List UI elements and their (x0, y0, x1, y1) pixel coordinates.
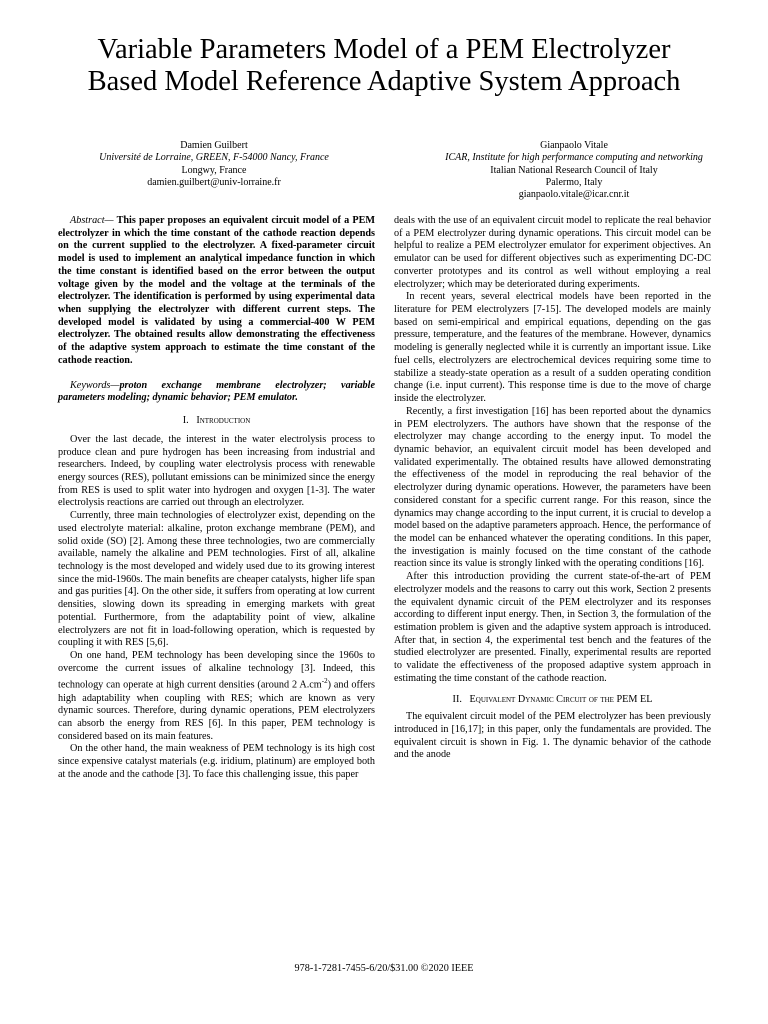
abstract (58, 215, 375, 368)
author-affiliation: ICAR, Institute for high performance computing and networking (445, 152, 703, 164)
left-column (58, 215, 375, 782)
author-organization: Italian National Research Council of Italy (490, 164, 658, 176)
abstract-lead: Abstract— (70, 215, 114, 226)
section-heading-introduction: I. Introduction (182, 415, 251, 427)
paragraph: On the other hand, the main weakness of PEM technology is its high cost since expensive catalyst materials (e.g. iridium, platinum) are employed both at the anode and the cathode [3]. To face this challenging issue, this paper (58, 743, 375, 780)
author-email: damien.guilbert@univ-lorraine.fr (147, 176, 281, 188)
paper-title (20, 34, 748, 98)
paragraph: Over the last decade, the interest in the water electrolysis process to produce clean and pure hydrogen has been increasing from industrial and researchers. Indeed, by coupling water electrolysis process with renewable energy sources (RES), pollutant emissions can be minimized since the energy from RES is used to split water into hydrogen and oxygen [1-3]. The water electrolysis reactions are carried out through an electrolyzer. (58, 433, 375, 509)
paragraph: The equivalent circuit model of the PEM electrolyzer has been previously introduced in [16,17]; in this paper, only the fundamentals are provided. The equivalent circuit is shown in Fig. 1. The dynamic behavior of the cathode and the anode (394, 711, 711, 761)
paragraph: On one hand, PEM technology has been developing since the 1960s to overcome the current issues of alkaline technology [3]. Indeed, this technology can operate at high current densities (around 2 $A.cm^{-2}$) and offers high adaptability when coupling with RES; which are known as very dynamic sources. Therefore, during dynamic operations, PEM electrolyzers can absorb the energy from RES [6]. In this paper, PEM technology is considered based on its main features. (58, 650, 375, 742)
paragraph: deals with the use of an equivalent circuit model to replicate the real behavior of a PEM electrolyzer during dynamic operations. This circuit model can be helpful to realize a PEM electrolyzer emulator for experiment objectives. An emulator can be used for different objectives such as experimenting DC-DC converter prototypes and its control as well without employing a real electrolyzer; which may be deteriorated during experiments. (394, 215, 711, 290)
author-email: gianpaolo.vitale@icar.cnr.it (518, 189, 630, 201)
keywords (58, 380, 375, 405)
author-affiliation: Université de Lorraine, GREEN, F-54000 Nancy, France (99, 152, 329, 164)
author-block-2 (404, 140, 744, 201)
paragraph: After this introduction providing the current state-of-the-art of PEM electrolyzer models and the reasons to carry out this work, Section 2 presents the equivalent dynamic circuit of the PEM electrolyzer and its responses according to different input energy. Then, in Section 3, the formulation of the estimation problem is given and the adaptive system approach is introduced. After that, in section 4, the experimental test bench and the features of the studied electrolyzer are presented. Finally, experimental results are reported to validate the effectiveness of the proposed adaptive system approach in estimating the time constant of the cathode reaction. (394, 571, 711, 684)
title-line-1: Variable Parameters Model of a PEM Electrolyzer (97, 34, 671, 65)
paragraph: Recently, a first investigation [16] has been reported about the dynamics in PEM electrolyzers. The authors have shown that the response of the electrolyzer may change according to the energy input. To model the dynamic behavior, an equivalent circuit model has been developed and validated experimentally. The obtained results have allowed demonstrating the effectiveness of the model in reproducing the real behavior of the electrolyzer during dynamic operations. However, the parameters have been considered constant for a specific current range. For this reason, since the dynamics may change according to the input current, it is crucial to develop a model based on the adaptive parameters approach. Hence, the performance of the model can be enhanced whatever the operating conditions. In this paper, the investigation is mainly focused on the time constant of the cathode reaction since its value is strongly linked with the operating conditions [16]. (394, 405, 711, 570)
author-location: Longwy, France (181, 164, 247, 176)
keywords-text: proton exchange membrane electrolyzer; variable parameters modeling; dynamic behavior; PEM emulator. (58, 379, 375, 404)
author-block-1 (49, 140, 379, 189)
paragraph: Currently, three main technologies of electrolyzer exist, depending on the used electrolyte material: alkaline, proton exchange membrane (PEM), and solid oxide (SO) [2]. Among these three technologies, two are commercially available, namely the alkaline and PEM technologies. First of all, alkaline technology is the most developed and widely used due to its growing interest since the mid-1960s. The main benefits are cheaper catalysts, higher life span and gas purities [4]. On the other side, it suffers from operating at low current densities, slowing down its spreading in emerging markets with great potential. Furthermore, from the adaptability point of view, alkaline electrolyzers are not fit in load-following operation, which is requested by coupling it with RES [5,6]. (58, 510, 375, 649)
section-heading-equivalent-circuit: II. Equivalent Dynamic Circuit of the PEM EL (452, 693, 653, 705)
keywords-lead: Keywords— (70, 379, 120, 391)
author-location: Palermo, Italy (545, 176, 603, 188)
right-column (394, 215, 711, 762)
author-name: Damien Guilbert (180, 140, 248, 151)
author-name: Gianpaolo Vitale (540, 140, 608, 151)
abstract-text: This paper proposes an equivalent circuit model of a PEM electrolyzer in which the time constant of the cathode reaction depends on the current supplied to the electrolyzer. A fixed-parameter circuit model is used to implement an analytical impedance function in which the time constant is identified based on the error between the output voltage given by the model and the voltage at the terminals of the electrolyzer. The identification is performed by using experimental data when supplying the electrolyzer with different current steps. The developed model is validated by using a commercial-400 W PEM electrolyzer. The obtained results allow demonstrating the effectiveness of the adaptive system approach to estimate the time constant of the cathode reaction. (58, 215, 375, 366)
title-line-2: Based Model Reference Adaptive System Approach (87, 66, 681, 97)
copyright-footer: 978-1-7281-7455-6/20/$31.00 ©2020 IEEE (294, 963, 474, 974)
paragraph: In recent years, several electrical models have been reported in the literature for PEM electrolyzers [7-15]. The developed models are mainly based on semi-empirical and empirical equations, depending on the gas pressure, temperature, and the features of the membrane. However, dynamics modeling is generally neglected while it is currently an important issue. Like fuel cells, electrolyzers are electrochemical devices requiring some time to stabilize a steady-state operation as a result of a sudden operating condition change (i.e. input current). This response time is due to the move of charge inside the electrolyzer. (394, 291, 711, 405)
